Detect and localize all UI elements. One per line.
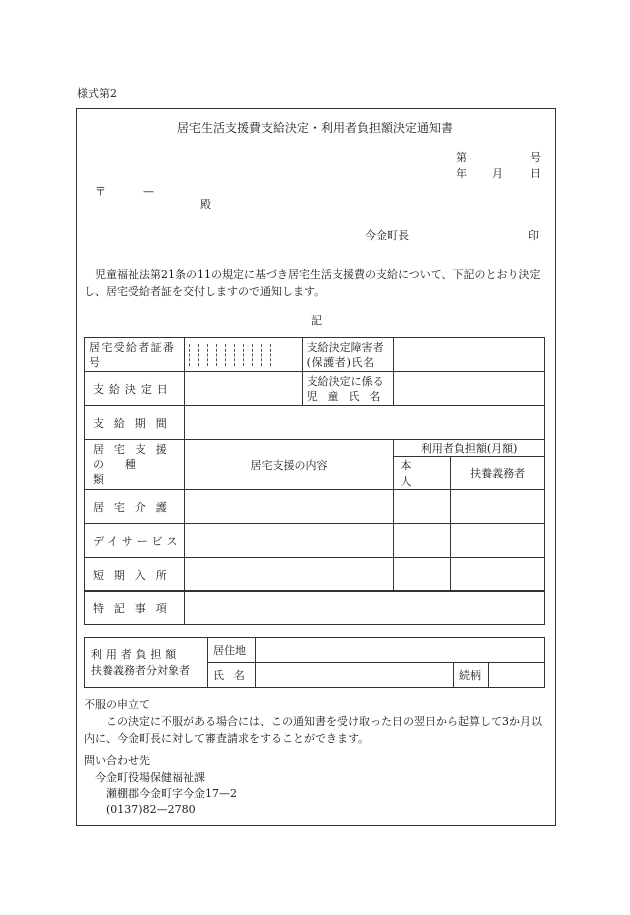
- name-field: [256, 663, 454, 688]
- child-name-field: [394, 372, 545, 406]
- contact-heading: 問い合わせ先: [84, 754, 150, 767]
- decision-date-field: [184, 372, 302, 406]
- dependent-label: 利用者負担額 扶養義務者分対象者: [85, 638, 208, 688]
- honorific: 殿: [200, 198, 211, 211]
- remarks-field: [185, 591, 545, 625]
- row-short-stay: 短期入所: [85, 558, 185, 592]
- document-title: 居宅生活支援費支給決定・利用者負担額決定通知書: [177, 121, 454, 135]
- objection-heading: 不服の申立て: [84, 698, 150, 711]
- row-day-service: デイサービス: [85, 524, 185, 558]
- child-name-label: 支給決定に係る 児童氏名: [302, 372, 394, 406]
- name-label: 氏名: [208, 663, 256, 688]
- burden-supporter-header: 扶養義務者: [451, 457, 545, 490]
- disabled-name-field: [394, 338, 545, 372]
- relation-field: [489, 663, 545, 688]
- disabled-name-label: 支給決定障害者 (保護者)氏名: [302, 338, 394, 372]
- date-day: 日: [530, 167, 541, 180]
- seal-mark: 印: [528, 229, 539, 242]
- row-home-care: 居宅介護: [85, 490, 185, 524]
- relation-label: 続柄: [454, 663, 489, 688]
- postal-mark: 〒: [95, 185, 106, 198]
- residence-label: 居住地: [208, 638, 256, 663]
- body-paragraph: 児童福祉法第21条の11の規定に基づき居宅生活支援費の支給について、下記のとおり決定し、居宅受給者証を交付しますので通知します。: [84, 268, 541, 298]
- date-month: 月: [492, 167, 503, 180]
- recipient-number-cells: [184, 338, 302, 372]
- contact-phone: (0137)82—2780: [106, 803, 196, 816]
- support-type-label: 居宅支援 の種類: [85, 440, 185, 490]
- burden-self-header: 本人: [394, 457, 451, 490]
- remarks-label: 特記事項: [85, 591, 185, 625]
- period-label: 支給期間: [85, 406, 185, 440]
- ki-mark: 記: [311, 314, 322, 327]
- decision-date-label: 支給決定日: [85, 372, 185, 406]
- support-table: [84, 337, 545, 592]
- period-field: [184, 406, 544, 440]
- support-content-header: 居宅支援の内容: [184, 440, 394, 490]
- number-suffix: 号: [530, 151, 541, 164]
- recipient-number-label: 居宅受給者証番号: [85, 338, 185, 372]
- contact-office: 今金町役場保健福祉課: [95, 771, 205, 784]
- objection-text: この決定に不服がある場合には、この通知書を受け取った日の翌日から起算して3か月以内に、今金町長に対して審査請求をすることができます。: [84, 715, 542, 745]
- dependent-table: [84, 637, 545, 688]
- number-prefix: 第: [456, 151, 467, 164]
- residence-field: [256, 638, 545, 663]
- issuer: 今金町長: [365, 229, 409, 242]
- date-year: 年: [456, 167, 467, 180]
- form-number: 様式第2: [77, 87, 117, 100]
- burden-header: 利用者負担額(月額): [394, 440, 545, 457]
- remarks-table: [84, 590, 545, 625]
- postal-dash: —: [143, 185, 154, 198]
- contact-address: 瀬棚郡今金町字今金17—2: [106, 787, 237, 800]
